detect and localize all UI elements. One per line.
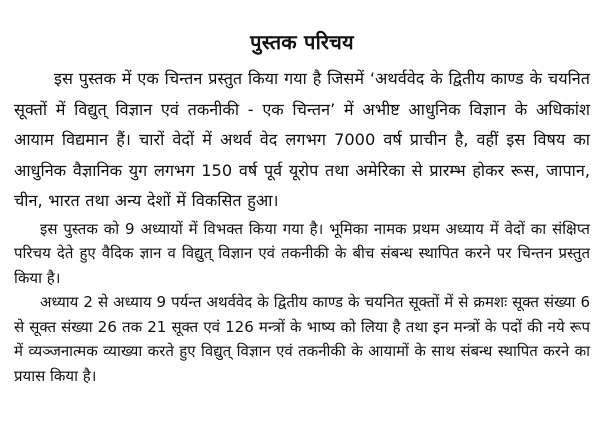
paragraph-chapters: इस पुस्तक को 9 अध्यायों में विभक्त किया गया है। भूमिका नामक प्रथम अध्याय में वेदों का संक्षिप्त परिचय देते हुए वैदिक ज्ञान व विद्युत् विज्ञान एवं तकनीकी के बीच संबन्ध स्थापित करने पर चिन्तन प्रस्तुत किया है। — [14, 219, 590, 287]
paragraph-intro: इस पुस्तक में एक चिन्तन प्रस्तुत किया गया है जिसमें ‘अथर्ववेद के द्वितीय काण्ड के चयनित सूक्तों में विद्युत् विज्ञान एवं तकनीकी - एक चिन्तन’ में अभीष्ट आधुनिक विज्ञान के अधिकांश आयाम विद्यमान हैं। चारों वेदों में अथर्व वेद लगभग 7000 वर्ष प्राचीन है, वहीं इस विषय का आधुनिक वैज्ञानिक युग लगभग 150 वर्ष पूर्व यूरोप तथा अमेरिका से प्रारम्भ होकर रूस, जापान, चीन, भारत तथा अन्य देशों में विकसित हुआ। — [14, 69, 590, 210]
page-title: पुस्तक परिचय — [250, 30, 354, 54]
paragraph-chapter-details: अध्याय 2 से अध्याय 9 पर्यन्त अथर्ववेद के द्वितीय काण्ड के चयनित सूक्तों में से क्रमशः सूक्त संख्या 6 से सूक्त संख्या 26 तक 21 सूक्त एवं 126 मन्त्रों के भाष्य को लिया है तथा इन मन्त्रों के पदों की नये रूप में व्यञ्जनात्मक व्याख्या करते हुए विद्युत् विज्ञान एवं तकनीकी के आयामों के साथ संबन्ध स्थापित करने का प्रयास किया है। — [14, 293, 590, 385]
